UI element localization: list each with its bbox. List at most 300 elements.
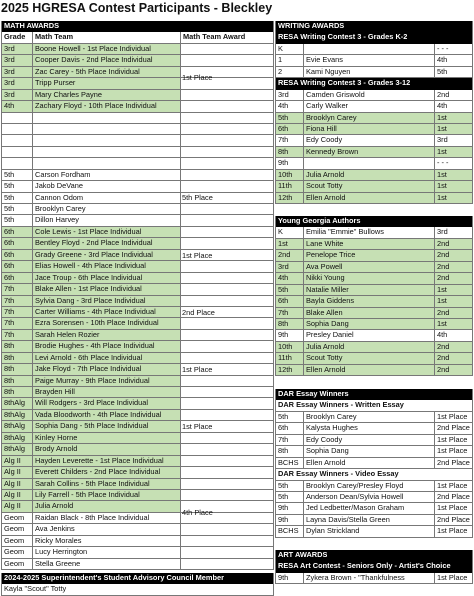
table-row <box>276 273 472 284</box>
place-cell: 1st <box>434 124 472 134</box>
table-row <box>2 55 273 66</box>
award-cell <box>180 444 273 454</box>
table-row <box>2 410 273 421</box>
council-header-text: 2024-2025 Superintendent's Student Advisory Council Member <box>4 573 224 582</box>
name-cell: Lane White <box>303 239 434 249</box>
grade-cell: 8th <box>4 364 15 374</box>
dar-written-header <box>276 400 472 411</box>
math-header-team: Math Team <box>32 32 180 42</box>
name-cell: Tripp Purser <box>32 78 180 88</box>
grade-cell: K <box>278 43 283 53</box>
grade-cell: 8thAlg <box>4 432 25 442</box>
place-cell: - - - <box>434 44 472 54</box>
dar-essay-table <box>275 389 473 538</box>
table-row <box>276 285 472 296</box>
grade-cell: 7th <box>4 318 15 328</box>
table-row <box>2 490 273 501</box>
table-row <box>2 170 273 181</box>
grade-cell: 8thAlg <box>4 409 25 419</box>
table-row <box>276 101 472 112</box>
grade-cell: 8thAlg <box>4 444 25 454</box>
grade-cell: 3rd <box>278 261 289 271</box>
name-cell: Sophia Dang <box>303 446 434 456</box>
award-cell <box>180 101 273 111</box>
grade-cell <box>2 113 32 123</box>
dar-header <box>276 389 472 400</box>
writing-section-title: WRITING AWARDS <box>278 21 345 30</box>
grade-cell: 11th <box>278 181 292 191</box>
award-cell <box>180 135 273 145</box>
grade-cell: Geom <box>4 558 25 568</box>
place-cell: 4th <box>434 55 472 65</box>
grade-cell: 8th <box>278 446 289 456</box>
award-cell <box>180 238 273 248</box>
writing-k2-header <box>276 32 472 43</box>
award-cell <box>180 124 273 134</box>
grade-cell: 4th <box>278 273 289 283</box>
name-cell: Sylvia Dang - 3rd Place Individual <box>32 296 180 306</box>
grade-cell: 7th <box>4 284 15 294</box>
grade-cell: 1st <box>278 238 288 248</box>
place-cell: 1st <box>434 193 472 203</box>
name-cell: Will Rodgers - 3rd Place Individual <box>32 398 180 408</box>
award-cell <box>180 456 273 466</box>
table-row <box>276 412 472 423</box>
grade-cell: 5th <box>4 215 15 225</box>
table-row <box>2 135 273 146</box>
table-row <box>276 250 472 261</box>
grade-cell: 7th <box>278 307 289 317</box>
place-cell: 2nd Place <box>434 423 472 433</box>
table-row <box>2 398 273 409</box>
name-cell: Dylan Strickland <box>303 526 434 536</box>
place-cell: 4th <box>434 101 472 111</box>
place-cell: 4th <box>434 330 472 340</box>
name-cell: Anderson Dean/Sylvia Howell <box>303 492 434 502</box>
name-cell: Cannon Odom <box>32 193 180 203</box>
table-row <box>276 446 472 457</box>
writing-312-title: RESA Writing Contest 3 - Grades 3-12 <box>278 78 411 88</box>
place-cell: 1st <box>434 113 472 123</box>
grade-cell: 5th <box>4 204 15 213</box>
name-cell: Ellen Arnold <box>303 193 434 203</box>
name-cell: Kennedy Brown <box>303 147 434 157</box>
award-cell <box>180 330 273 340</box>
table-row <box>276 353 472 364</box>
grade-cell: 3rd <box>278 89 289 99</box>
name-cell: Penelope Trice <box>303 250 434 260</box>
place-cell: 2nd Place <box>434 515 472 525</box>
grade-cell: Geom <box>4 524 25 534</box>
place-cell: - - - <box>434 158 472 168</box>
math-rows <box>2 44 273 570</box>
place-cell: 1st Place <box>434 481 472 491</box>
young-georgia-header <box>276 216 472 227</box>
table-row <box>2 524 273 535</box>
name-cell: Blake Allen - 1st Place Individual <box>32 284 180 294</box>
name-cell: Brayden Hill <box>32 387 180 397</box>
name-cell: Bayla Giddens <box>303 296 434 306</box>
team-award-cell: 4th Place <box>182 508 213 518</box>
table-row <box>2 376 273 387</box>
grade-cell: 7th <box>4 329 15 339</box>
table-row <box>2 147 273 158</box>
grade-cell: 6th <box>4 272 15 282</box>
name-cell: Julia Arnold <box>303 342 434 352</box>
grade-cell: 8th <box>278 318 289 328</box>
name-cell <box>32 113 180 123</box>
young-georgia-table <box>275 216 473 376</box>
name-cell: Edy Coody <box>303 435 434 445</box>
name-cell: Fiona Hill <box>303 124 434 134</box>
name-cell <box>32 158 180 168</box>
math-column-headers <box>2 32 273 43</box>
award-cell <box>180 479 273 489</box>
award-cell <box>180 467 273 477</box>
team-award-cell: 1st Place <box>182 365 213 375</box>
table-row <box>2 513 273 524</box>
table-row <box>2 387 273 398</box>
name-cell: Camden Griswold <box>303 90 434 100</box>
award-cell <box>180 273 273 283</box>
grade-cell: 7th <box>4 306 15 316</box>
name-cell: Ricky Morales <box>32 536 180 546</box>
award-cell <box>180 318 273 328</box>
name-cell: Jake Floyd - 7th Place Individual <box>32 364 180 374</box>
grade-cell: 4th <box>4 101 15 111</box>
name-cell <box>32 124 180 134</box>
place-cell: 2nd Place <box>434 458 472 468</box>
grade-cell: 5th <box>278 480 289 490</box>
name-cell: Scout Totty <box>303 353 434 363</box>
name-cell: Julia Arnold <box>303 170 434 180</box>
young-georgia-title: Young Georgia Authors <box>278 216 361 225</box>
table-row <box>2 250 273 261</box>
name-cell: Boone Howell - 1st Place Individual <box>32 44 180 54</box>
table-row <box>276 239 472 250</box>
table-row <box>2 559 273 570</box>
table-row <box>2 273 273 284</box>
grade-cell: 9th <box>278 503 289 513</box>
name-cell: Kalysta Hughes <box>303 423 434 433</box>
name-cell: Brody Arnold <box>32 444 180 454</box>
grade-cell: Alg II <box>4 467 21 477</box>
award-cell <box>180 410 273 420</box>
name-cell: Kinley Horne <box>32 433 180 443</box>
award-cell <box>180 353 273 363</box>
name-cell: Evie Evans <box>303 55 434 65</box>
grade-cell: 6th <box>278 423 289 433</box>
dar-title: DAR Essay Winners <box>278 389 349 398</box>
name-cell <box>32 147 180 157</box>
table-row <box>276 435 472 446</box>
table-row <box>2 204 273 215</box>
place-cell: 2nd <box>434 262 472 272</box>
table-row <box>276 308 472 319</box>
name-cell: Layna Davis/Stella Green <box>303 515 434 525</box>
award-cell <box>180 181 273 191</box>
grade-cell: 3rd <box>4 66 15 76</box>
grade-cell: 12th <box>278 192 293 202</box>
award-cell <box>180 296 273 306</box>
table-row <box>2 124 273 135</box>
table-row <box>2 181 273 192</box>
table-row <box>2 456 273 467</box>
place-cell: 1st <box>434 319 472 329</box>
name-cell: Blake Allen <box>303 308 434 318</box>
table-row <box>2 158 273 169</box>
table-row <box>276 147 472 158</box>
grade-cell: Alg II <box>4 478 21 488</box>
place-cell: 2nd <box>434 308 472 318</box>
grade-cell: K <box>278 227 283 237</box>
grade-cell: 8th <box>4 375 15 385</box>
name-cell: Brooklyn Carey/Presley Floyd <box>303 481 434 491</box>
grade-cell: Alg II <box>4 501 21 511</box>
table-row <box>2 193 273 204</box>
place-cell: 2nd Place <box>434 492 472 502</box>
place-cell: 1st Place <box>434 573 472 583</box>
place-cell: 2nd <box>434 90 472 100</box>
name-cell <box>32 135 180 145</box>
dar-video-rows <box>276 481 472 538</box>
grade-cell: 6th <box>4 249 15 259</box>
table-row <box>276 67 472 78</box>
grade-cell: 3rd <box>4 89 15 99</box>
table-row <box>276 44 472 55</box>
math-section-header <box>2 21 273 32</box>
award-cell <box>180 547 273 557</box>
table-row <box>2 421 273 432</box>
grade-cell: 10th <box>278 341 293 351</box>
place-cell: 1st <box>434 181 472 191</box>
award-cell <box>180 147 273 157</box>
table-row <box>2 238 273 249</box>
award-cell <box>180 387 273 397</box>
dar-written-title: DAR Essay Winners - Written Essay <box>278 400 404 410</box>
team-award-cell: 5th Place <box>182 193 213 203</box>
award-cell <box>180 113 273 123</box>
grade-cell <box>2 135 32 145</box>
dar-video-title: DAR Essay Winners - Video Essay <box>278 469 399 479</box>
table-row <box>276 330 472 341</box>
grade-cell: Geom <box>4 535 25 545</box>
math-section-title: MATH AWARDS <box>4 21 60 30</box>
grade-cell: 10th <box>278 169 293 179</box>
art-contest-header <box>276 561 472 572</box>
place-cell: 2nd <box>434 239 472 249</box>
grade-cell: 5th <box>278 491 289 501</box>
place-cell: 3rd <box>434 227 472 237</box>
place-cell: 1st Place <box>434 503 472 513</box>
name-cell: Dillon Harvey <box>32 215 180 225</box>
grade-cell: 8th <box>4 387 15 396</box>
award-cell <box>180 433 273 443</box>
grade-cell: 6th <box>4 226 15 236</box>
council-header <box>2 573 273 584</box>
art-rows <box>276 573 472 584</box>
name-cell: Sophia Dang - 5th Place Individual <box>32 421 180 431</box>
place-cell: 1st Place <box>434 435 472 445</box>
award-cell <box>180 490 273 500</box>
table-row <box>2 318 273 329</box>
name-cell: Jed Ledbetter/Mason Graham <box>303 503 434 513</box>
grade-cell: BCHS <box>278 526 299 536</box>
place-cell: 5th <box>434 67 472 77</box>
award-cell <box>180 204 273 214</box>
place-cell: 2nd <box>434 250 472 260</box>
dar-video-header <box>276 469 472 480</box>
name-cell: Emilia "Emmie" Bullows <box>303 227 434 237</box>
grade-cell: 8th <box>278 146 289 156</box>
name-cell: Edy Coody <box>303 135 434 145</box>
grade-cell: 7th <box>278 434 289 444</box>
grade-cell: 5th <box>4 181 15 191</box>
place-cell: 1st Place <box>434 526 472 536</box>
table-row <box>2 67 273 78</box>
team-award-cell: 1st Place <box>182 73 213 83</box>
math-header-award: Math Team Award <box>180 32 273 42</box>
grade-cell <box>2 147 32 157</box>
award-cell <box>180 559 273 569</box>
grade-cell: Alg II <box>4 489 21 499</box>
table-row <box>276 423 472 434</box>
grade-cell: 9th <box>278 330 289 340</box>
table-row <box>276 492 472 503</box>
grade-cell: 6th <box>278 296 289 306</box>
name-cell: Zachary Floyd - 10th Place Individual <box>32 101 180 111</box>
place-cell: 1st <box>434 170 472 180</box>
grade-cell: 2 <box>278 66 283 76</box>
grade-cell: 9th <box>278 514 289 524</box>
name-cell: Jakob DeVane <box>32 181 180 191</box>
name-cell <box>303 158 434 168</box>
award-cell <box>180 170 273 180</box>
table-row <box>276 193 472 204</box>
award-cell <box>180 44 273 54</box>
grade-cell: BCHS <box>278 457 299 467</box>
grade-cell: 3rd <box>4 43 15 53</box>
grade-cell: Geom <box>4 547 25 557</box>
name-cell: Brooklyn Carey <box>303 412 434 422</box>
name-cell: Lucy Herrington <box>32 547 180 557</box>
writing-section-header <box>276 21 472 32</box>
table-row <box>2 261 273 272</box>
name-cell: Ellen Arnold <box>303 458 434 468</box>
table-row <box>276 113 472 124</box>
name-cell: Carly Walker <box>303 101 434 111</box>
name-cell: Mary Charles Payne <box>32 90 180 100</box>
name-cell: Zac Carey - 5th Place Individual <box>32 67 180 77</box>
table-row <box>276 342 472 353</box>
grade-cell: 3rd <box>4 55 15 65</box>
name-cell: Natalie Miller <box>303 285 434 295</box>
table-row <box>276 515 472 526</box>
name-cell: Brodie Hughes - 4th Place Individual <box>32 341 180 351</box>
table-row <box>276 458 472 469</box>
award-cell <box>180 524 273 534</box>
table-row <box>2 215 273 226</box>
award-cell <box>180 227 273 237</box>
table-row <box>276 181 472 192</box>
name-cell: Everett Childers - 2nd Place Individual <box>32 467 180 477</box>
grade-cell: 7th <box>278 135 289 145</box>
name-cell: Sarah Collins - 5th Place Individual <box>32 479 180 489</box>
name-cell: Carter Williams - 4th Place Individual <box>32 307 180 317</box>
young-georgia-rows <box>276 227 472 376</box>
grade-cell: 5th <box>4 169 15 179</box>
grade-cell: 8thAlg <box>4 398 25 408</box>
table-row <box>276 170 472 181</box>
table-row <box>2 307 273 318</box>
dar-written-rows <box>276 412 472 469</box>
name-cell: Grady Greene - 3rd Place Individual <box>32 250 180 260</box>
place-cell: 1st Place <box>434 446 472 456</box>
table-row <box>2 353 273 364</box>
table-row <box>2 90 273 101</box>
table-row <box>2 479 273 490</box>
table-row <box>276 365 472 376</box>
art-section-title: ART AWARDS <box>278 550 328 559</box>
name-cell <box>303 44 434 54</box>
grade-cell: Alg II <box>4 455 21 465</box>
award-cell <box>180 398 273 408</box>
name-cell: Presley Daniel <box>303 330 434 340</box>
name-cell: Zykera Brown - "Thankfulness <box>303 573 434 583</box>
table-row <box>276 481 472 492</box>
name-cell: Ezra Sorensen - 10th Place Individual <box>32 318 180 328</box>
award-cell <box>180 376 273 386</box>
award-cell <box>180 341 273 351</box>
team-award-cell: 1st Place <box>182 250 213 260</box>
place-cell: 2nd <box>434 365 472 375</box>
name-cell: Raidan Black - 8th Place Individual <box>32 513 180 523</box>
table-row <box>2 433 273 444</box>
grade-cell: 5th <box>278 112 289 122</box>
writing-awards-table <box>275 21 473 204</box>
math-awards-table <box>1 21 274 570</box>
table-row <box>276 90 472 101</box>
name-cell: Ellen Arnold <box>303 365 434 375</box>
table-row <box>276 55 472 66</box>
grade-cell: 6th <box>4 238 15 248</box>
table-row <box>276 124 472 135</box>
name-cell: Brooklyn Carey <box>32 204 180 214</box>
name-cell: Lily Farrell - 5th Place Individual <box>32 490 180 500</box>
art-awards-table <box>275 550 473 584</box>
place-cell: 1st <box>434 147 472 157</box>
table-row <box>2 444 273 455</box>
name-cell: Hayden Leverette - 1st Place Individual <box>32 456 180 466</box>
team-award-cell: 1st Place <box>182 422 213 432</box>
grade-cell: 8th <box>4 352 15 362</box>
team-award-cell: 2nd Place <box>182 307 215 317</box>
name-cell: Cooper Davis - 2nd Place Individual <box>32 55 180 65</box>
table-row <box>2 536 273 547</box>
table-row <box>2 101 273 112</box>
place-cell: 1st <box>434 296 472 306</box>
math-header-grade: Grade <box>4 32 26 42</box>
writing-312-header <box>276 78 472 89</box>
table-row <box>2 364 273 375</box>
table-row <box>2 341 273 352</box>
grade-cell: 9th <box>278 572 289 582</box>
grade-cell: 2nd <box>278 250 291 260</box>
grade-cell: 5th <box>278 411 289 421</box>
grade-cell: 6th <box>4 261 15 271</box>
grade-cell: Geom <box>4 512 25 522</box>
name-cell: Sophia Dang <box>303 319 434 329</box>
